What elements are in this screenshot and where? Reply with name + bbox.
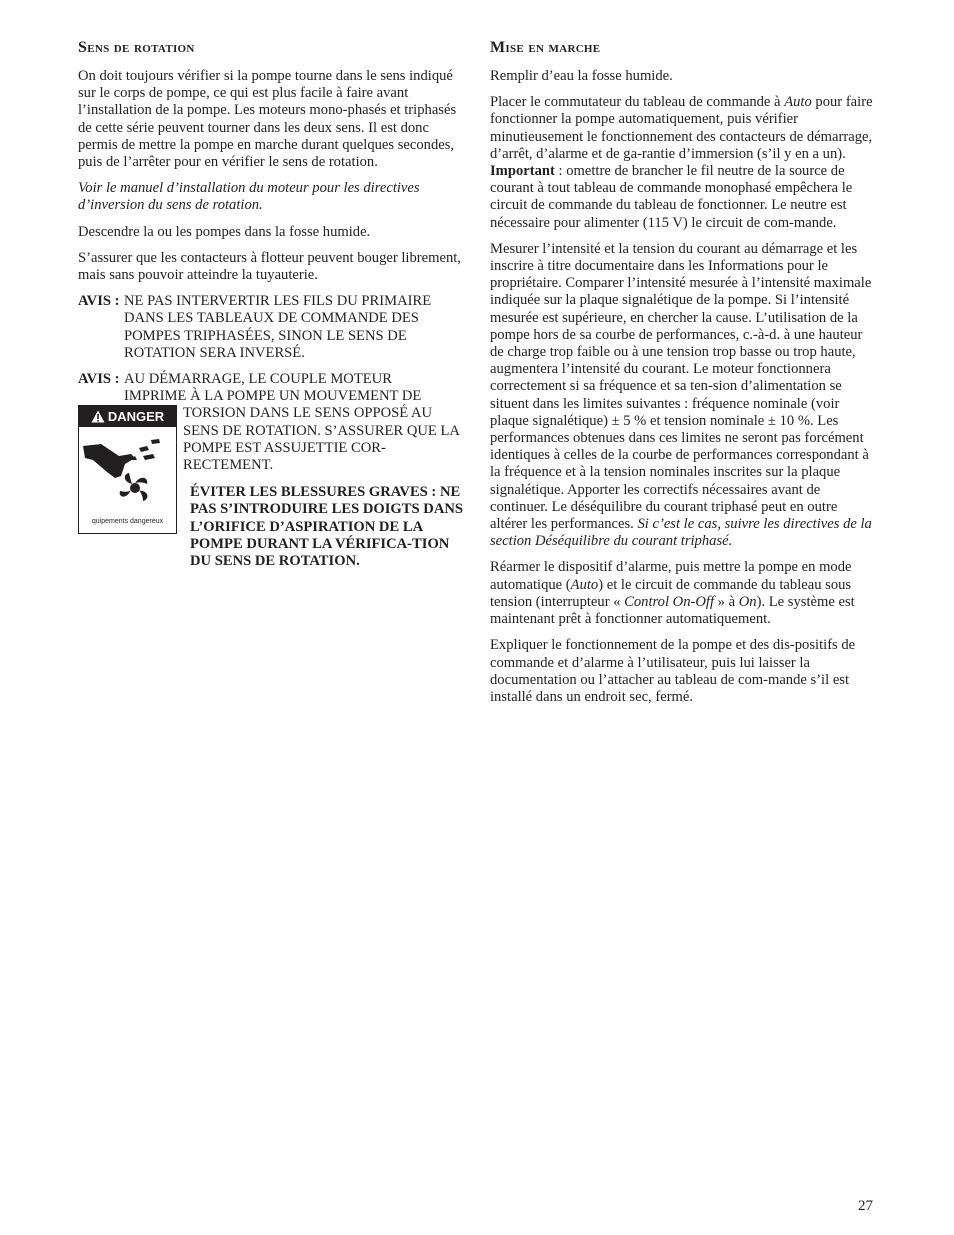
- hand-impeller-hazard-icon: [81, 430, 175, 510]
- p4-text-a: Réarmer le dispositif d’alarme, puis mettre la pompe en mode automatique (: [490, 559, 852, 593]
- p4-text-b: ) et le circuit de commande du tableau sous tension (interrupteur «: [490, 576, 852, 610]
- rotation-paragraph-2: Voir le manuel d’installation du moteur pour les directives d’inversion du sens de rotation.: [78, 180, 420, 214]
- right-column: [490, 38, 876, 715]
- p3-text-a: Mesurer l’intensité et la tension du courant au démarrage et les inscrire à titre documentaire dans les Informations pour le propriétaire. Comparer l’intensité mesurée à l’intensité maximale indiquée sur la plaque signalétique de la pompe. Si l’intensité mesurée est supérieure, en chercher la cause. L’utilisation de la pompe hors de sa courbe de performances, c.-à-d. à une hauteur de charge trop faible ou à une tension trop basse ou trop haute, augmentera l’intensité du courant. Le moteur fonctionnera correctement si sa fréquence et sa ten-sion d’alimentation se situent dans les limites suivantes : fréquence nominale (voir plaque signalétique) ± 5 % et tension nominale ± 10 %. Les performances obtenues dans ces limites ne seront pas forcément identiques à celles de la courbe de performances correspondant à la fréquence et à la tension nominales inscrites sur la plaque signalétique. Apporter les correctifs nécessaires avant de continuer. Le déséquilibre du courant triphasé peut en outre altérer les performances.: [490, 240, 872, 533]
- notice-2: [78, 371, 464, 405]
- danger-label-box: [78, 405, 177, 534]
- rotation-paragraph-3: Descendre la ou les pompes dans la fosse humide.: [78, 223, 371, 240]
- p4-control: Control On-Off: [624, 593, 715, 610]
- warning-triangle-icon: [91, 410, 105, 423]
- notice-2-line-1: AU DÉMARRAGE, LE COUPLE MOTEUR: [124, 371, 392, 388]
- danger-title: DANGER: [107, 409, 165, 425]
- p3-italic: Si c’est le cas, suivre les directives de la section Déséquilibre du courant triphasé.: [490, 516, 872, 550]
- p4-auto: Auto: [570, 576, 599, 593]
- startup-paragraph-4: [490, 559, 876, 628]
- notice-2-line-2: IMPRIME À LA POMPE UN MOUVEMENT DE: [124, 388, 422, 405]
- startup-paragraph-3: [490, 241, 876, 551]
- startup-paragraph-2: [490, 94, 876, 232]
- notice-2-continuation: TORSION DANS LE SENS OPPOSÉ AU SENS DE ROTATION. S’ASSURER QUE LA POMPE EST ASSUJETTIE COR-RECTEMENT.: [183, 405, 460, 474]
- p4-text-c: » à: [714, 593, 739, 610]
- rotation-paragraph-4: S’assurer que les contacteurs à flotteur peuvent bouger librement, mais sans pouvoir atteindre la tuyauterie.: [78, 249, 461, 284]
- p4-text-d: ). Le système est maintenant prêt à fonctionner automatiquement.: [490, 593, 855, 628]
- rotation-paragraph-1: On doit toujours vérifier si la pompe tourne dans le sens indiqué sur le corps de pompe, ce qui est plus facile à faire avant l’installation de la pompe. Les moteurs mono-phasés et triphasés de cette série peuvent tourner dans les deux sens. Il est donc permis de mettre la pompe en marche durant quelques secondes, puis de l’arrêter pour en vérifier le sens de rotation.: [78, 68, 457, 171]
- notice-1-text: NE PAS INTERVERTIR LES FILS DU PRIMAIRE DANS LES TABLEAUX DE COMMANDE DES POMPES TRIPHASÉES, SINON LE SENS DE ROTATION SERA INVERSÉ.: [124, 293, 432, 361]
- startup-paragraph-1: Remplir d’eau la fosse humide.: [490, 68, 673, 84]
- section-heading-startup: Mise en marche: [490, 39, 601, 56]
- notice-2-label: AVIS :: [78, 371, 120, 388]
- notice-1-label: AVIS :: [78, 293, 120, 310]
- danger-zone: [78, 405, 464, 570]
- danger-warning-text: ÉVITER LES BLESSURES GRAVES : NE PAS S’INTRODUIRE LES DOIGTS DANS L’ORIFICE D’ASPIRATION DE LA POMPE DURANT LA VÉRIFICA-TION DU SENS DE ROTATION.: [190, 484, 464, 570]
- p2-important: Important: [490, 163, 555, 180]
- danger-caption: quipements dangereux: [91, 518, 164, 526]
- p4-on: On: [738, 593, 757, 610]
- p2-text-b: pour faire fonctionner la pompe automatiquement, puis vérifier minutieusement le fonctionnement des contacteurs de démarrage, d’arrêt, d’alarme et de ga-rantie d’immersion (s’il y en a un).: [490, 94, 873, 162]
- notice-1: [78, 293, 464, 362]
- left-column: [78, 38, 464, 570]
- page-number: 27: [858, 1198, 873, 1214]
- danger-header: [79, 406, 176, 427]
- p2-auto: Auto: [784, 94, 812, 111]
- section-heading-rotation: Sens de rotation: [78, 39, 195, 56]
- p2-text-a: Placer le commutateur du tableau de commande à: [490, 94, 785, 111]
- startup-paragraph-5: Expliquer le fonctionnement de la pompe et des dis-positifs de commande et d’alarme à l’utilisateur, puis lui laisser la documentation ou l’attacher au tableau de com-mande s’il est installé dans un endroit sec, fermé.: [490, 637, 856, 705]
- p2-text-c: : omettre de brancher le fil neutre de la source de courant à tout tableau de commande monophasé empêchera le circuit de commande du tableau de fonctionner. Le neutre est nécessaire pour alimenter (115 V) le circuit de com-mande.: [490, 163, 853, 231]
